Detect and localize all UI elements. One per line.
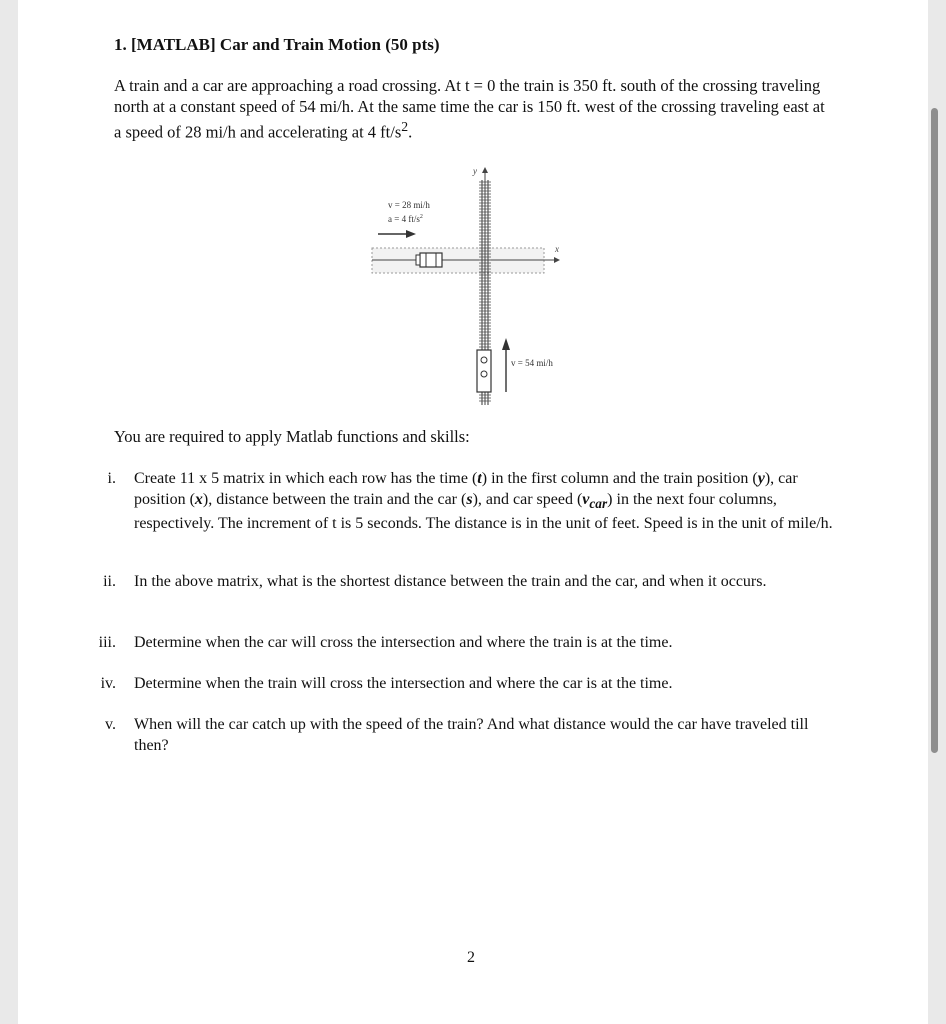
y-axis-label: y <box>473 166 477 176</box>
car <box>416 253 442 267</box>
train-speed-label: v = 54 mi/h <box>511 358 553 368</box>
item-number: iii. <box>98 634 116 651</box>
car-accel-label: a = 4 $ft/s^2$ <box>388 214 423 224</box>
intro-end: . <box>408 122 413 142</box>
problem-intro <box>114 76 834 143</box>
item-number: v. <box>105 716 116 733</box>
requirement-text: You are required to apply Matlab functions and skills: <box>114 427 470 446</box>
item-number: ii. <box>103 573 116 590</box>
item-text: In the above matrix, what is the shortest distance between the train and the car, and when it occurs. <box>134 573 767 590</box>
item-text: Determine when the train will cross the intersection and where the car is at the time. <box>134 675 673 692</box>
problem-heading: 1. [MATLAB] Car and Train Motion (50 pts) <box>114 35 440 54</box>
item-number: iv. <box>100 675 116 692</box>
item-text: Determine when the car will cross the intersection and where the train is at the time. <box>134 634 673 651</box>
item-text: When will the car catch up with the speed of the train? And what distance would the car have traveled till then? <box>134 716 809 754</box>
car-speed-label: v = 28 mi/h <box>388 200 430 210</box>
train <box>477 350 491 392</box>
page-number: 2 <box>467 949 475 966</box>
x-axis-label: x <box>555 244 559 254</box>
crossing-diagram <box>360 160 590 410</box>
item-text: Create 11 x 5 matrix in which each row has the time (t) in the first column and the train position (y), car position (x), distance between the train and the car (s), and car speed $(v_{car})$ in the next four columns, respectively. The increment of t is 5 seconds. The distance is in the unit of feet. Speed is in the unit of mile/h. <box>134 470 833 533</box>
vertical-scrollbar[interactable] <box>931 108 938 753</box>
intro-superscript: 2 <box>401 119 409 134</box>
item-number: i. <box>107 470 116 487</box>
intro-text: A train and a car are approaching a road crossing. At t = 0 the train is 350 ft. south of the crossing traveling north at a constant speed of 54 mi/h. At the same time the car is 150 ft. west of the crossing traveling east at a speed of 28 mi/h and accelerating at 4 ft/s <box>114 76 825 142</box>
